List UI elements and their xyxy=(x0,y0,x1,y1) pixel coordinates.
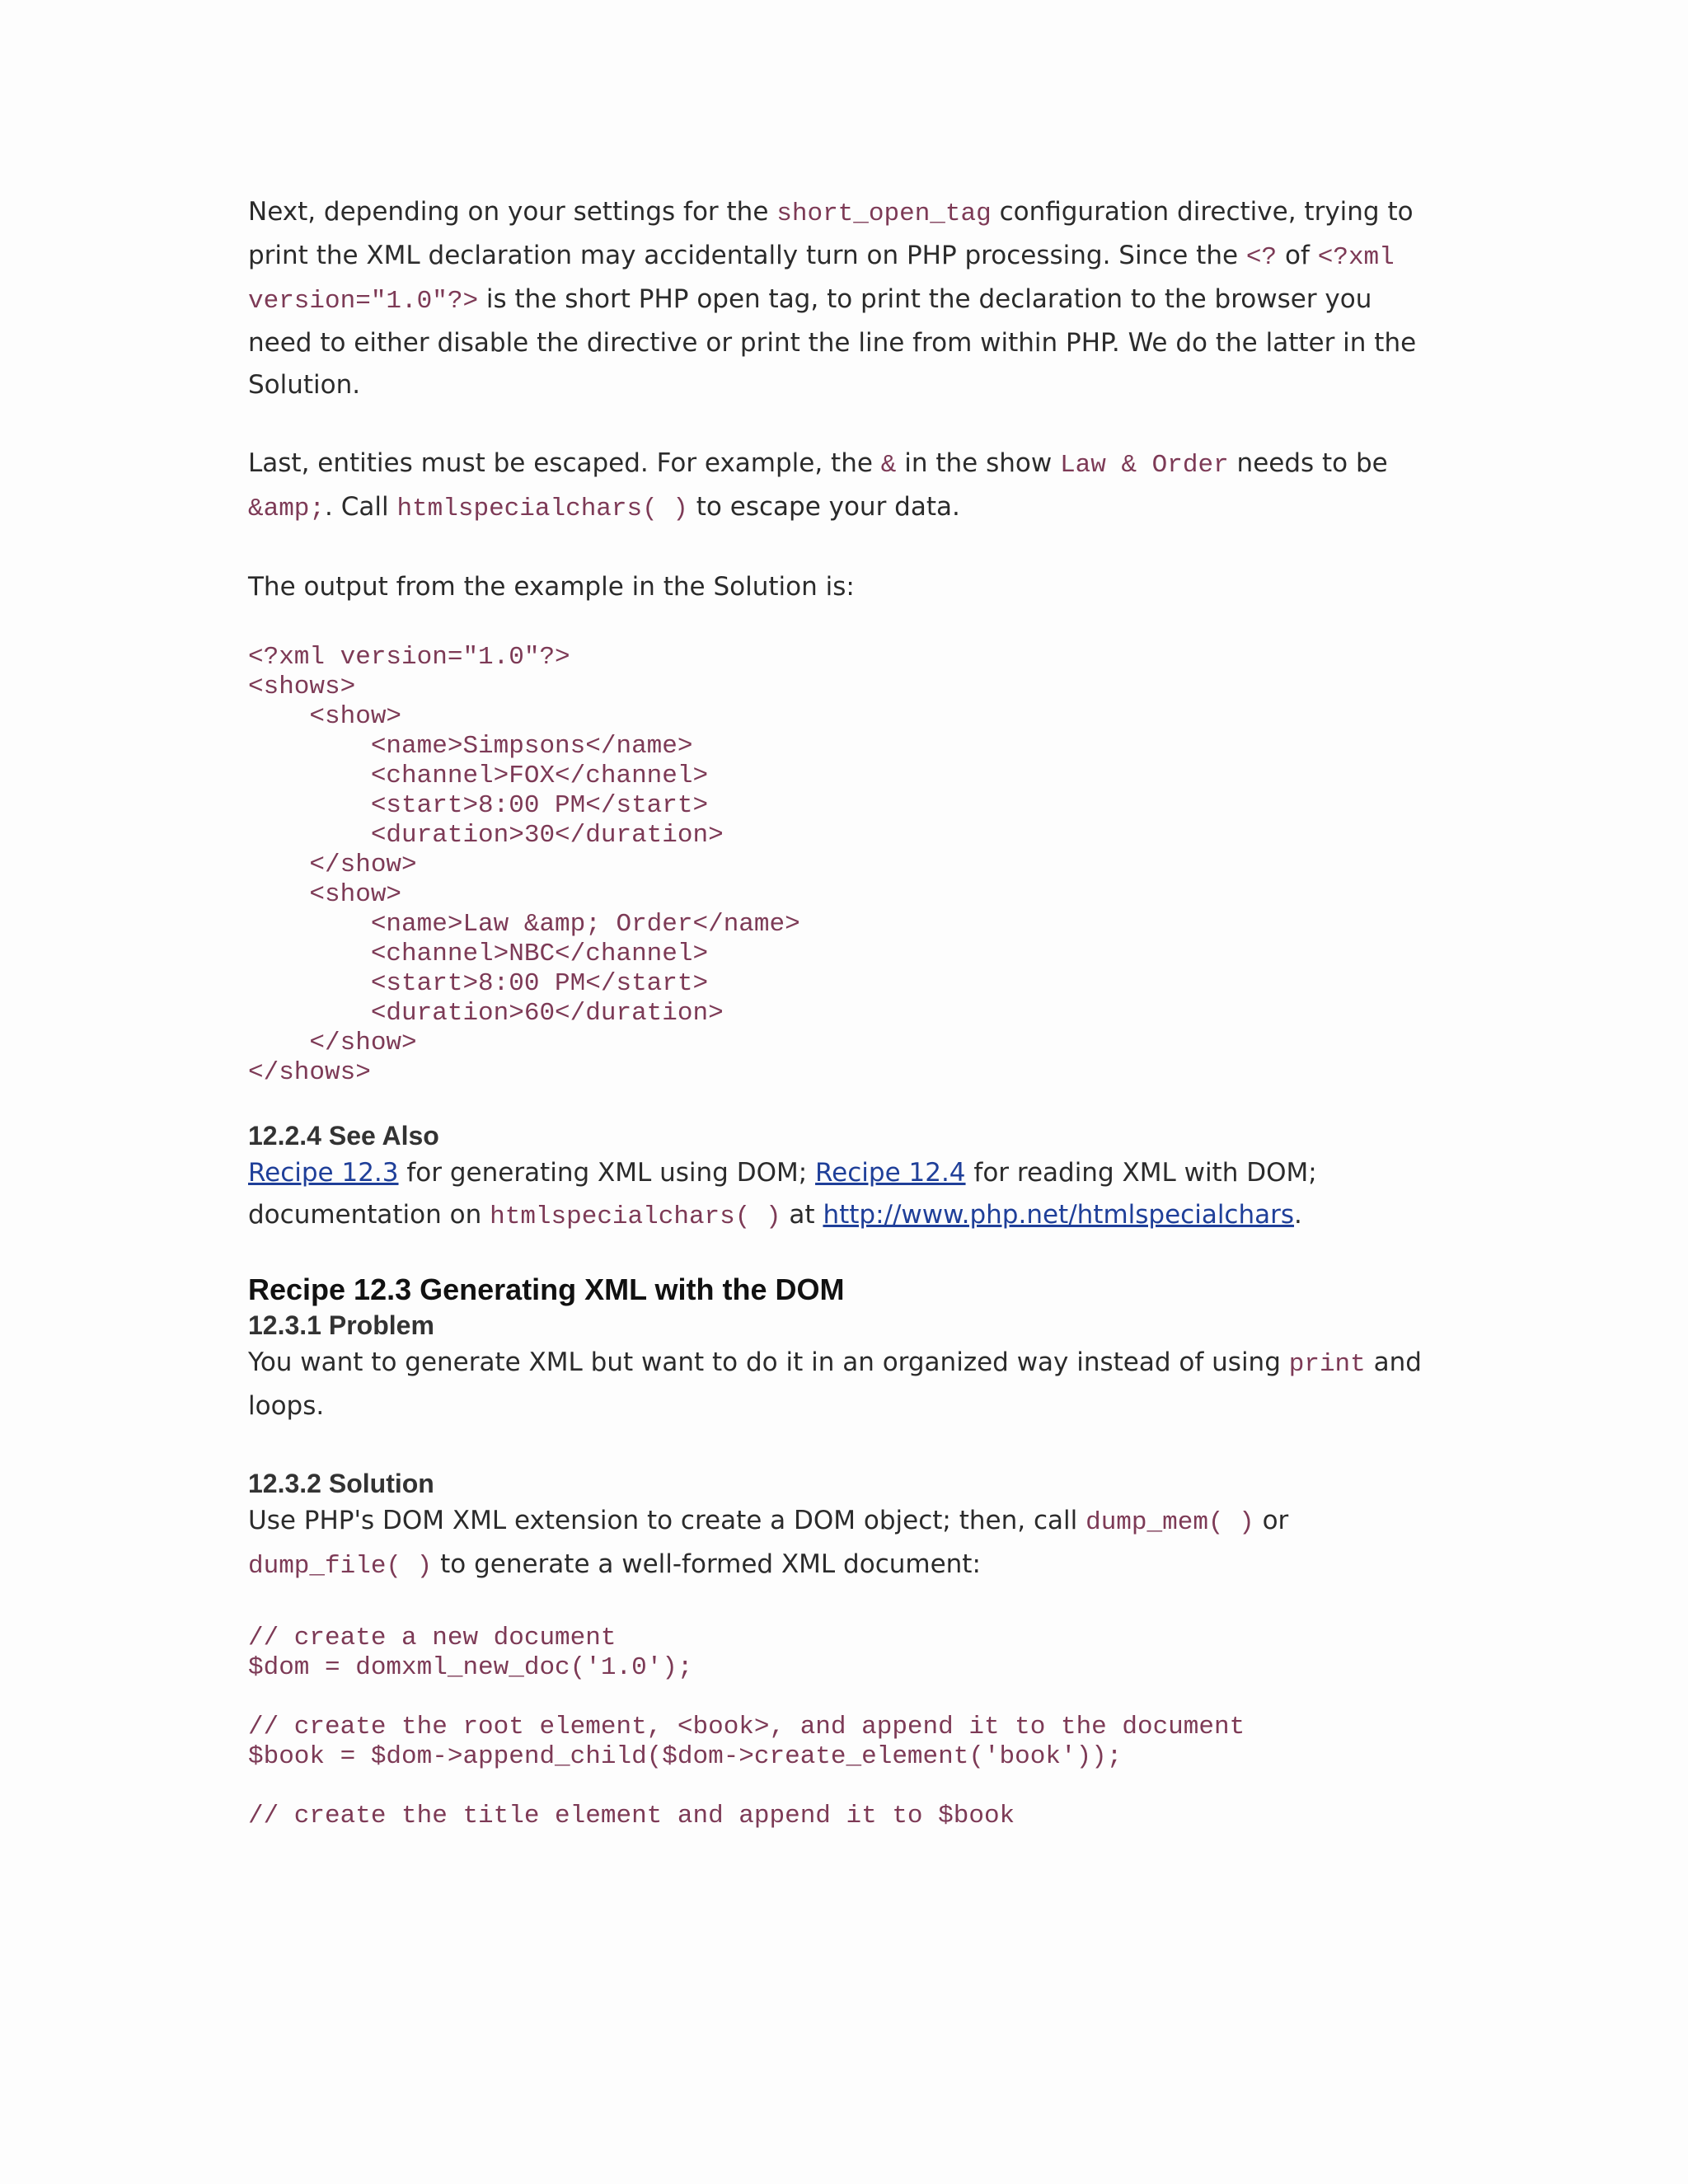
document-page xyxy=(248,191,1435,1831)
text: to generate a well-formed XML document: xyxy=(432,1549,981,1579)
paragraph-short-open-tag xyxy=(248,191,1435,406)
text: Next, depending on your settings for the xyxy=(248,197,777,227)
text: needs to be xyxy=(1228,448,1388,478)
paragraph-see-also xyxy=(248,1152,1435,1238)
text: You want to generate XML but want to do it in an organized way instead of using xyxy=(248,1347,1289,1377)
inline-code-ampersand: & xyxy=(880,451,897,480)
section-heading-see-also: 12.2.4 See Also xyxy=(248,1121,439,1151)
section-heading-problem: 12.3.1 Problem xyxy=(248,1310,434,1340)
inline-code-htmlspecialchars: htmlspecialchars( ) xyxy=(490,1202,781,1231)
recipe-heading: Recipe 12.3 Generating XML with the DOM xyxy=(248,1272,845,1306)
text: and loops. xyxy=(248,1347,1422,1421)
text: for reading XML with DOM; documentation on xyxy=(248,1158,1317,1230)
inline-code-short-open-tag: short_open_tag xyxy=(776,199,992,228)
link-recipe-12-3[interactable]: Recipe 12.3 xyxy=(248,1158,399,1188)
inline-code-show-name: Law & Order xyxy=(1060,451,1229,480)
text: configuration directive, trying to print the XML declaration may accidentally turn on PHP processing. Since the xyxy=(248,197,1414,270)
inline-code-amp-entity: &amp; xyxy=(248,494,326,523)
text: . xyxy=(1294,1200,1302,1230)
text: at xyxy=(781,1200,823,1230)
paragraph-problem xyxy=(248,1342,1435,1427)
text: of xyxy=(1277,241,1318,270)
text: . Call xyxy=(325,492,397,522)
text: or xyxy=(1254,1506,1289,1535)
text: in the show xyxy=(896,448,1061,478)
link-recipe-12-4[interactable]: Recipe 12.4 xyxy=(815,1158,966,1188)
inline-code-print: print xyxy=(1288,1350,1366,1379)
code-block-create-root: // create the root element, <book>, and append it to the document $book = $dom->append_child($dom->create_element('book')); xyxy=(248,1713,1245,1771)
paragraph-entities xyxy=(248,443,1435,530)
inline-code-dump-mem: dump_mem( ) xyxy=(1085,1508,1254,1537)
text: for generating XML using DOM; xyxy=(398,1158,816,1188)
inline-code-xml-declaration: <?xml version="1.0"?> xyxy=(248,243,1395,316)
text: to escape your data. xyxy=(687,492,960,522)
text: is the short PHP open tag, to print the declaration to the browser you need to either disable the directive or print the line from within PHP. We do the latter in the Solution. xyxy=(248,284,1417,400)
section-heading-solution: 12.3.2 Solution xyxy=(248,1469,434,1498)
link-php-htmlspecialchars[interactable]: http://www.php.net/htmlspecialchars xyxy=(823,1200,1295,1230)
code-block-create-document: // create a new document $dom = domxml_new_doc('1.0'); xyxy=(248,1624,693,1682)
inline-code-dump-file: dump_file( ) xyxy=(248,1552,433,1581)
text: Last, entities must be escaped. For example, the xyxy=(248,448,881,478)
code-block-create-title: // create the title element and append it to $book xyxy=(248,1802,1015,1830)
text: Use PHP's DOM XML extension to create a DOM object; then, call xyxy=(248,1506,1086,1535)
inline-code-open-tag: <? xyxy=(1245,243,1278,272)
paragraph-output-intro: The output from the example in the Solution is: xyxy=(248,572,855,602)
paragraph-solution xyxy=(248,1500,1435,1587)
inline-code-htmlspecialchars: htmlspecialchars( ) xyxy=(396,494,688,523)
code-block-xml-output: <?xml version="1.0"?> <shows> <show> <name>Simpsons</name> <channel>FOX</channel> <start>8:00 PM</start> <duration>30</duration> </show> <show> <name>Law &amp; Order</name> <channel>NBC</channel> <start>8:00 PM</start> <duration>60</duration> </show> </shows> xyxy=(248,643,800,1087)
